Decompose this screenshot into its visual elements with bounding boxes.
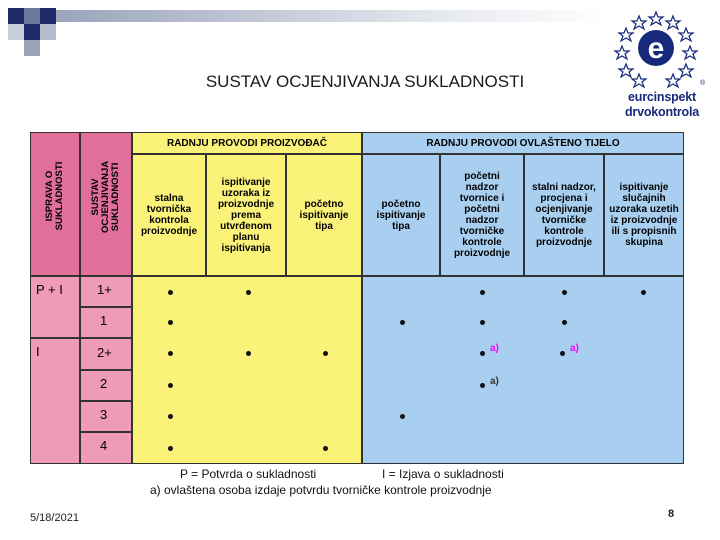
deco-square xyxy=(40,24,56,40)
requirement-dot xyxy=(562,320,567,325)
requirement-dot xyxy=(480,290,485,295)
registered-mark: ® xyxy=(700,80,706,87)
page-title: SUSTAV OCJENJIVANJA SUKLADNOSTI xyxy=(205,72,525,91)
tijelo-body xyxy=(362,276,684,464)
col-header-pocetni-nadzor: početni nadzor tvornice i početni nadzor tvorničke kontrole proizvodnje xyxy=(440,154,524,276)
requirement-dot xyxy=(168,320,173,325)
requirement-dot xyxy=(562,290,567,295)
requirement-dot xyxy=(641,290,646,295)
system-label: 1+ xyxy=(97,282,112,297)
requirement-dot xyxy=(400,320,405,325)
group-header-proizvodac: RADNJU PROVODI PROIZVOĐAČ xyxy=(132,132,362,154)
legend-potvrda: P = Potvrda o sukladnosti xyxy=(180,467,317,481)
deco-bar xyxy=(56,10,608,22)
col-header-pocetno-tijelo: početno ispitivanje tipa xyxy=(362,154,440,276)
col-header-slucajni-uzorci: ispitivanje slučajnih uzoraka uzetih iz proizvodnje ili s propisnih skupina xyxy=(604,154,684,276)
note-a: a) xyxy=(490,376,499,387)
col-header-pocetno-proizvodac: početno ispitivanje tipa xyxy=(286,154,362,276)
deco-square xyxy=(24,40,40,56)
col-header-stalni-nadzor: stalni nadzor, procjena i ocjenjivanje tvorničke kontrole proizvodnje xyxy=(524,154,604,276)
system-label: 2+ xyxy=(97,345,112,360)
requirement-dot xyxy=(168,414,173,419)
deco-square xyxy=(40,8,56,24)
requirement-dot xyxy=(168,446,173,451)
page-number: 8 xyxy=(668,508,675,520)
deco-square xyxy=(8,24,24,40)
requirement-dot xyxy=(480,351,485,356)
requirement-dot xyxy=(560,351,565,356)
requirement-dot xyxy=(400,414,405,419)
col-header-uzorci: ispitivanje uzoraka iz proizvodnje prema utvrđenom planu ispitivanja xyxy=(206,154,286,276)
isprava-label: P + I xyxy=(36,282,63,297)
group-header-tijelo: RADNJU PROVODI OVLAŠTENO TIJELO xyxy=(362,132,684,154)
requirement-dot xyxy=(480,320,485,325)
legend-note-a: a) ovlaštena osoba izdaje potvrdu tvorničke kontrole proizvodnje xyxy=(150,483,492,497)
requirement-dot xyxy=(323,351,328,356)
isprava-header-label: ISPRAVA O SUKLADNOSTI xyxy=(44,161,65,231)
isprava-label: I xyxy=(36,344,40,359)
brand-name-line1: eurcinspekt xyxy=(628,90,696,104)
requirement-dot xyxy=(168,290,173,295)
eurcinspekt-logo xyxy=(612,8,712,123)
requirement-dot xyxy=(246,351,251,356)
sustav-header-label: SUSTAV OCJENJIVANJA SUKLADNOSTI xyxy=(90,160,121,234)
system-label: 1 xyxy=(100,313,108,328)
requirement-dot xyxy=(246,290,251,295)
deco-square xyxy=(8,8,24,24)
proizvodac-body xyxy=(132,276,362,464)
requirement-dot xyxy=(480,383,485,388)
system-label: 3 xyxy=(100,407,108,422)
requirement-dot xyxy=(168,351,173,356)
deco-square xyxy=(24,24,40,40)
note-a: a) xyxy=(570,343,579,354)
deco-square xyxy=(24,8,40,24)
system-label: 4 xyxy=(100,438,108,453)
star-ring-icon xyxy=(612,8,712,90)
requirement-dot xyxy=(168,383,173,388)
col-header-stalna: stalna tvornička kontrola proizvodnje xyxy=(132,154,206,276)
logo-letter: e xyxy=(647,32,665,65)
footer-date: 5/18/2021 xyxy=(30,512,79,524)
system-label: 2 xyxy=(100,376,108,391)
requirement-dot xyxy=(323,446,328,451)
legend-izjava: I = Izjava o sukladnosti xyxy=(382,467,504,481)
note-a: a) xyxy=(490,343,499,354)
brand-name-line2: drvokontrola xyxy=(625,105,699,119)
